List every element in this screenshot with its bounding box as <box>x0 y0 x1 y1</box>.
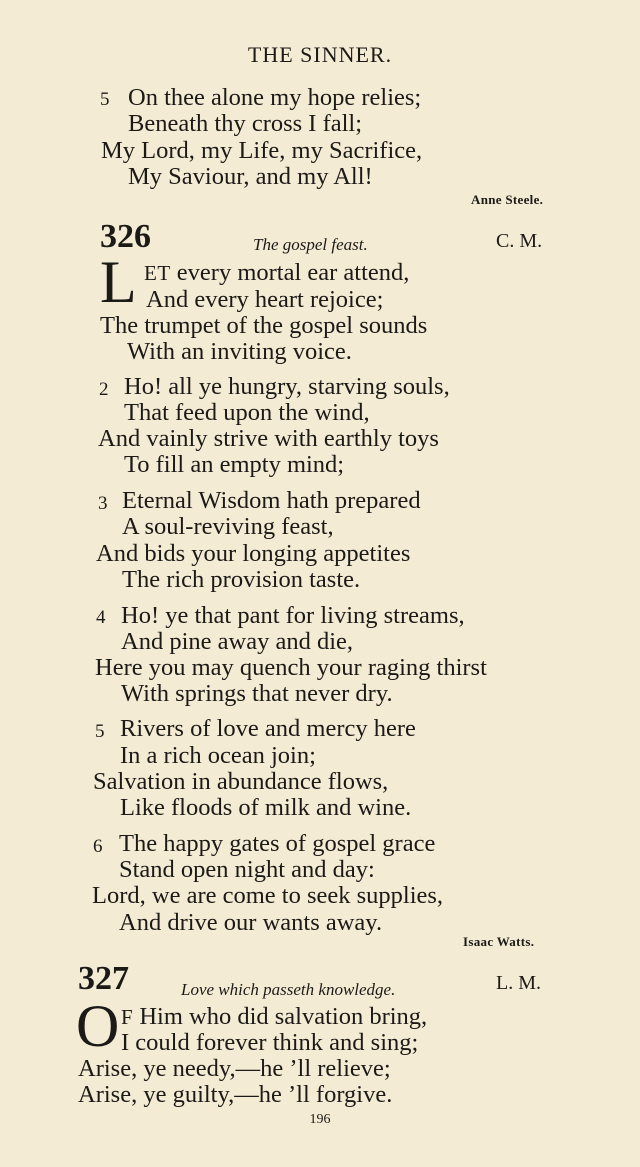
hymn-meter: L. M. <box>496 972 541 994</box>
stanza-number: 3 <box>98 493 108 514</box>
verse-line: My Saviour, and my All! <box>128 163 373 190</box>
verse-line: Eternal Wisdom hath prepared <box>122 487 421 514</box>
first-line-rest: every mortal ear attend, <box>170 259 410 286</box>
hymn-title: The gospel feast. <box>253 235 368 254</box>
verse-line: With an inviting voice. <box>127 338 352 365</box>
hymn-meter: C. M. <box>496 230 543 252</box>
verse-line: I could forever think and sing; <box>121 1029 419 1056</box>
verse-line: Ho! all ye hungry, starving souls, <box>124 373 450 400</box>
verse-line: And pine away and die, <box>121 628 353 655</box>
verse-line: That feed upon the wind, <box>124 399 370 426</box>
verse-line: And bids your longing appetites <box>96 540 411 567</box>
running-header: THE SINNER. <box>247 42 393 67</box>
stanza-number: 5 <box>95 721 105 742</box>
verse-line: Arise, ye guilty,—he ’ll forgive. <box>78 1081 393 1108</box>
verse-line: And drive our wants away. <box>119 909 383 936</box>
author-attribution: Anne Steele. <box>471 192 544 207</box>
verse-line: Like floods of milk and wine. <box>120 794 412 821</box>
verse-line: The trumpet of the gospel sounds <box>100 312 428 339</box>
page-number: 196 <box>309 1112 331 1127</box>
first-line-rest: Him who did salvation bring, <box>133 1003 428 1030</box>
verse-line: A soul-reviving feast, <box>122 513 334 540</box>
verse-line: Salvation in abundance flows, <box>93 768 389 795</box>
verse-line: My Lord, my Life, my Sacrifice, <box>101 137 423 164</box>
first-word-caps: F <box>121 1005 134 1029</box>
author-attribution: Isaac Watts. <box>463 934 535 949</box>
verse-line: Arise, ye needy,—he ’ll relieve; <box>78 1055 391 1082</box>
drop-cap: O <box>76 993 120 1059</box>
hymn-title: Love which passeth knowledge. <box>181 980 396 999</box>
verse-line: And every heart rejoice; <box>146 286 384 313</box>
verse-line: On thee alone my hope relies; <box>128 84 422 111</box>
verse-line: Ho! ye that pant for living streams, <box>121 602 465 629</box>
stanza-number: 2 <box>99 379 109 400</box>
first-line <box>144 259 409 287</box>
drop-cap: L <box>100 249 137 315</box>
hymn-number: 326 <box>100 218 151 255</box>
verse-line: Rivers of love and mercy here <box>120 715 416 742</box>
verse-line: The rich provision taste. <box>122 566 361 593</box>
verse-line: In a rich ocean join; <box>120 742 316 769</box>
first-line <box>121 1003 427 1031</box>
stanza-number: 4 <box>96 607 106 628</box>
first-word-caps: ET <box>144 261 171 285</box>
verse-line: Lord, we are come to seek supplies, <box>92 882 444 909</box>
verse-line: Stand open night and day: <box>119 856 375 883</box>
verse-line: Here you may quench your raging thirst <box>95 654 487 681</box>
stanza-number: 5 <box>100 89 110 110</box>
stanza-number: 6 <box>93 836 103 857</box>
verse-line: And vainly strive with earthly toys <box>98 425 439 452</box>
verse-line: To fill an empty mind; <box>124 451 345 478</box>
verse-line: The happy gates of gospel grace <box>119 830 436 857</box>
verse-line: Beneath thy cross I fall; <box>128 110 363 137</box>
hymn-number: 327 <box>78 960 129 997</box>
verse-line: With springs that never dry. <box>121 680 393 707</box>
